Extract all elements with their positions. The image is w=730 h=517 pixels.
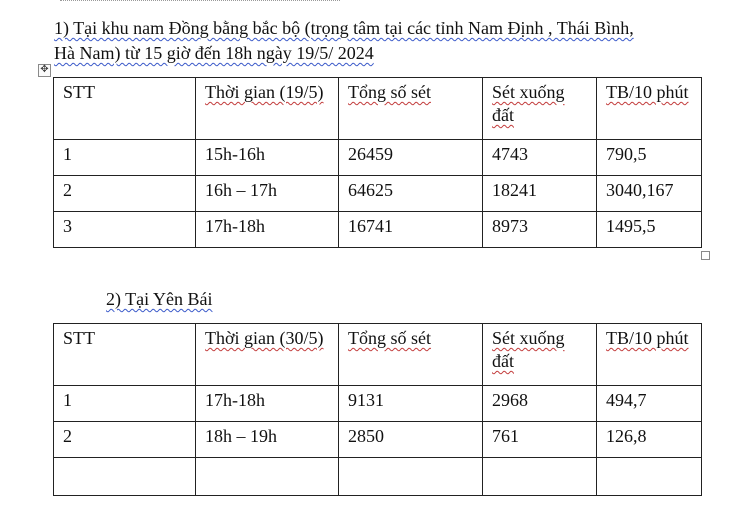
table-cell[interactable]: 2968	[483, 386, 597, 422]
header-cell[interactable]: TB/10 phút	[597, 78, 702, 140]
table-cell[interactable]	[483, 458, 597, 496]
move-cross-icon: ✥	[40, 64, 49, 75]
header-cell[interactable]: Tổng số sét	[339, 78, 483, 140]
section1-heading	[54, 16, 724, 66]
table-cell[interactable]: 17h-18h	[196, 386, 339, 422]
table-header-row	[54, 78, 702, 140]
table-cell[interactable]: 26459	[339, 140, 483, 176]
header-cell[interactable]: STT	[54, 78, 196, 140]
table-row	[54, 386, 702, 422]
table-cell[interactable]: 16h – 17h	[196, 176, 339, 212]
table-cell[interactable]: 1495,5	[597, 212, 702, 248]
section2-heading: 2) Tại Yên Bái	[106, 289, 213, 309]
table-cell[interactable]: 761	[483, 422, 597, 458]
section1-heading-line2: Hà Nam) từ 15 giờ đến 18h ngày 19/5/ 2024	[54, 43, 374, 63]
table-cell[interactable]	[54, 458, 196, 496]
table-cell[interactable]	[196, 458, 339, 496]
header-cell[interactable]: STT	[54, 324, 196, 386]
header-cell[interactable]: Tổng số sét	[339, 324, 483, 386]
table-cell[interactable]: 18h – 19h	[196, 422, 339, 458]
table-cell[interactable]: 16741	[339, 212, 483, 248]
table-cell[interactable]	[597, 458, 702, 496]
table-cell[interactable]: 2	[54, 422, 196, 458]
header-cell[interactable]: Thời gian (30/5)	[196, 324, 339, 386]
clipped-text-remnant	[60, 0, 340, 4]
table-cell[interactable]: 126,8	[597, 422, 702, 458]
lightning-table-1	[53, 77, 702, 248]
table-cell[interactable]: 4743	[483, 140, 597, 176]
table-cell[interactable]: 17h-18h	[196, 212, 339, 248]
table-cell[interactable]: 64625	[339, 176, 483, 212]
table-move-handle[interactable]	[38, 64, 51, 77]
table-row-empty	[54, 458, 702, 496]
table-row	[54, 140, 702, 176]
table-row	[54, 176, 702, 212]
table-row	[54, 422, 702, 458]
table-resize-handle[interactable]	[701, 251, 710, 260]
header-cell[interactable]: Thời gian (19/5)	[196, 78, 339, 140]
table-cell[interactable]: 2	[54, 176, 196, 212]
section1-heading-line1: 1) Tại khu nam Đồng bằng bắc bộ (trọng tâm tại các tỉnh Nam Định , Thái Bình,	[54, 18, 634, 38]
table-cell[interactable]: 8973	[483, 212, 597, 248]
table-cell[interactable]	[339, 458, 483, 496]
table-cell[interactable]: 790,5	[597, 140, 702, 176]
header-cell[interactable]: Sét xuống đất	[483, 324, 597, 386]
header-cell[interactable]: TB/10 phút	[597, 324, 702, 386]
table-cell[interactable]: 15h-16h	[196, 140, 339, 176]
table-header-row	[54, 324, 702, 386]
table-cell[interactable]: 9131	[339, 386, 483, 422]
table-cell[interactable]: 18241	[483, 176, 597, 212]
table-cell[interactable]: 1	[54, 386, 196, 422]
table-row	[54, 212, 702, 248]
header-cell[interactable]: Sét xuống đất	[483, 78, 597, 140]
table-cell[interactable]: 2850	[339, 422, 483, 458]
lightning-table-2	[53, 323, 702, 496]
table-cell[interactable]: 1	[54, 140, 196, 176]
table-cell[interactable]: 494,7	[597, 386, 702, 422]
table-cell[interactable]: 3	[54, 212, 196, 248]
table-cell[interactable]: 3040,167	[597, 176, 702, 212]
